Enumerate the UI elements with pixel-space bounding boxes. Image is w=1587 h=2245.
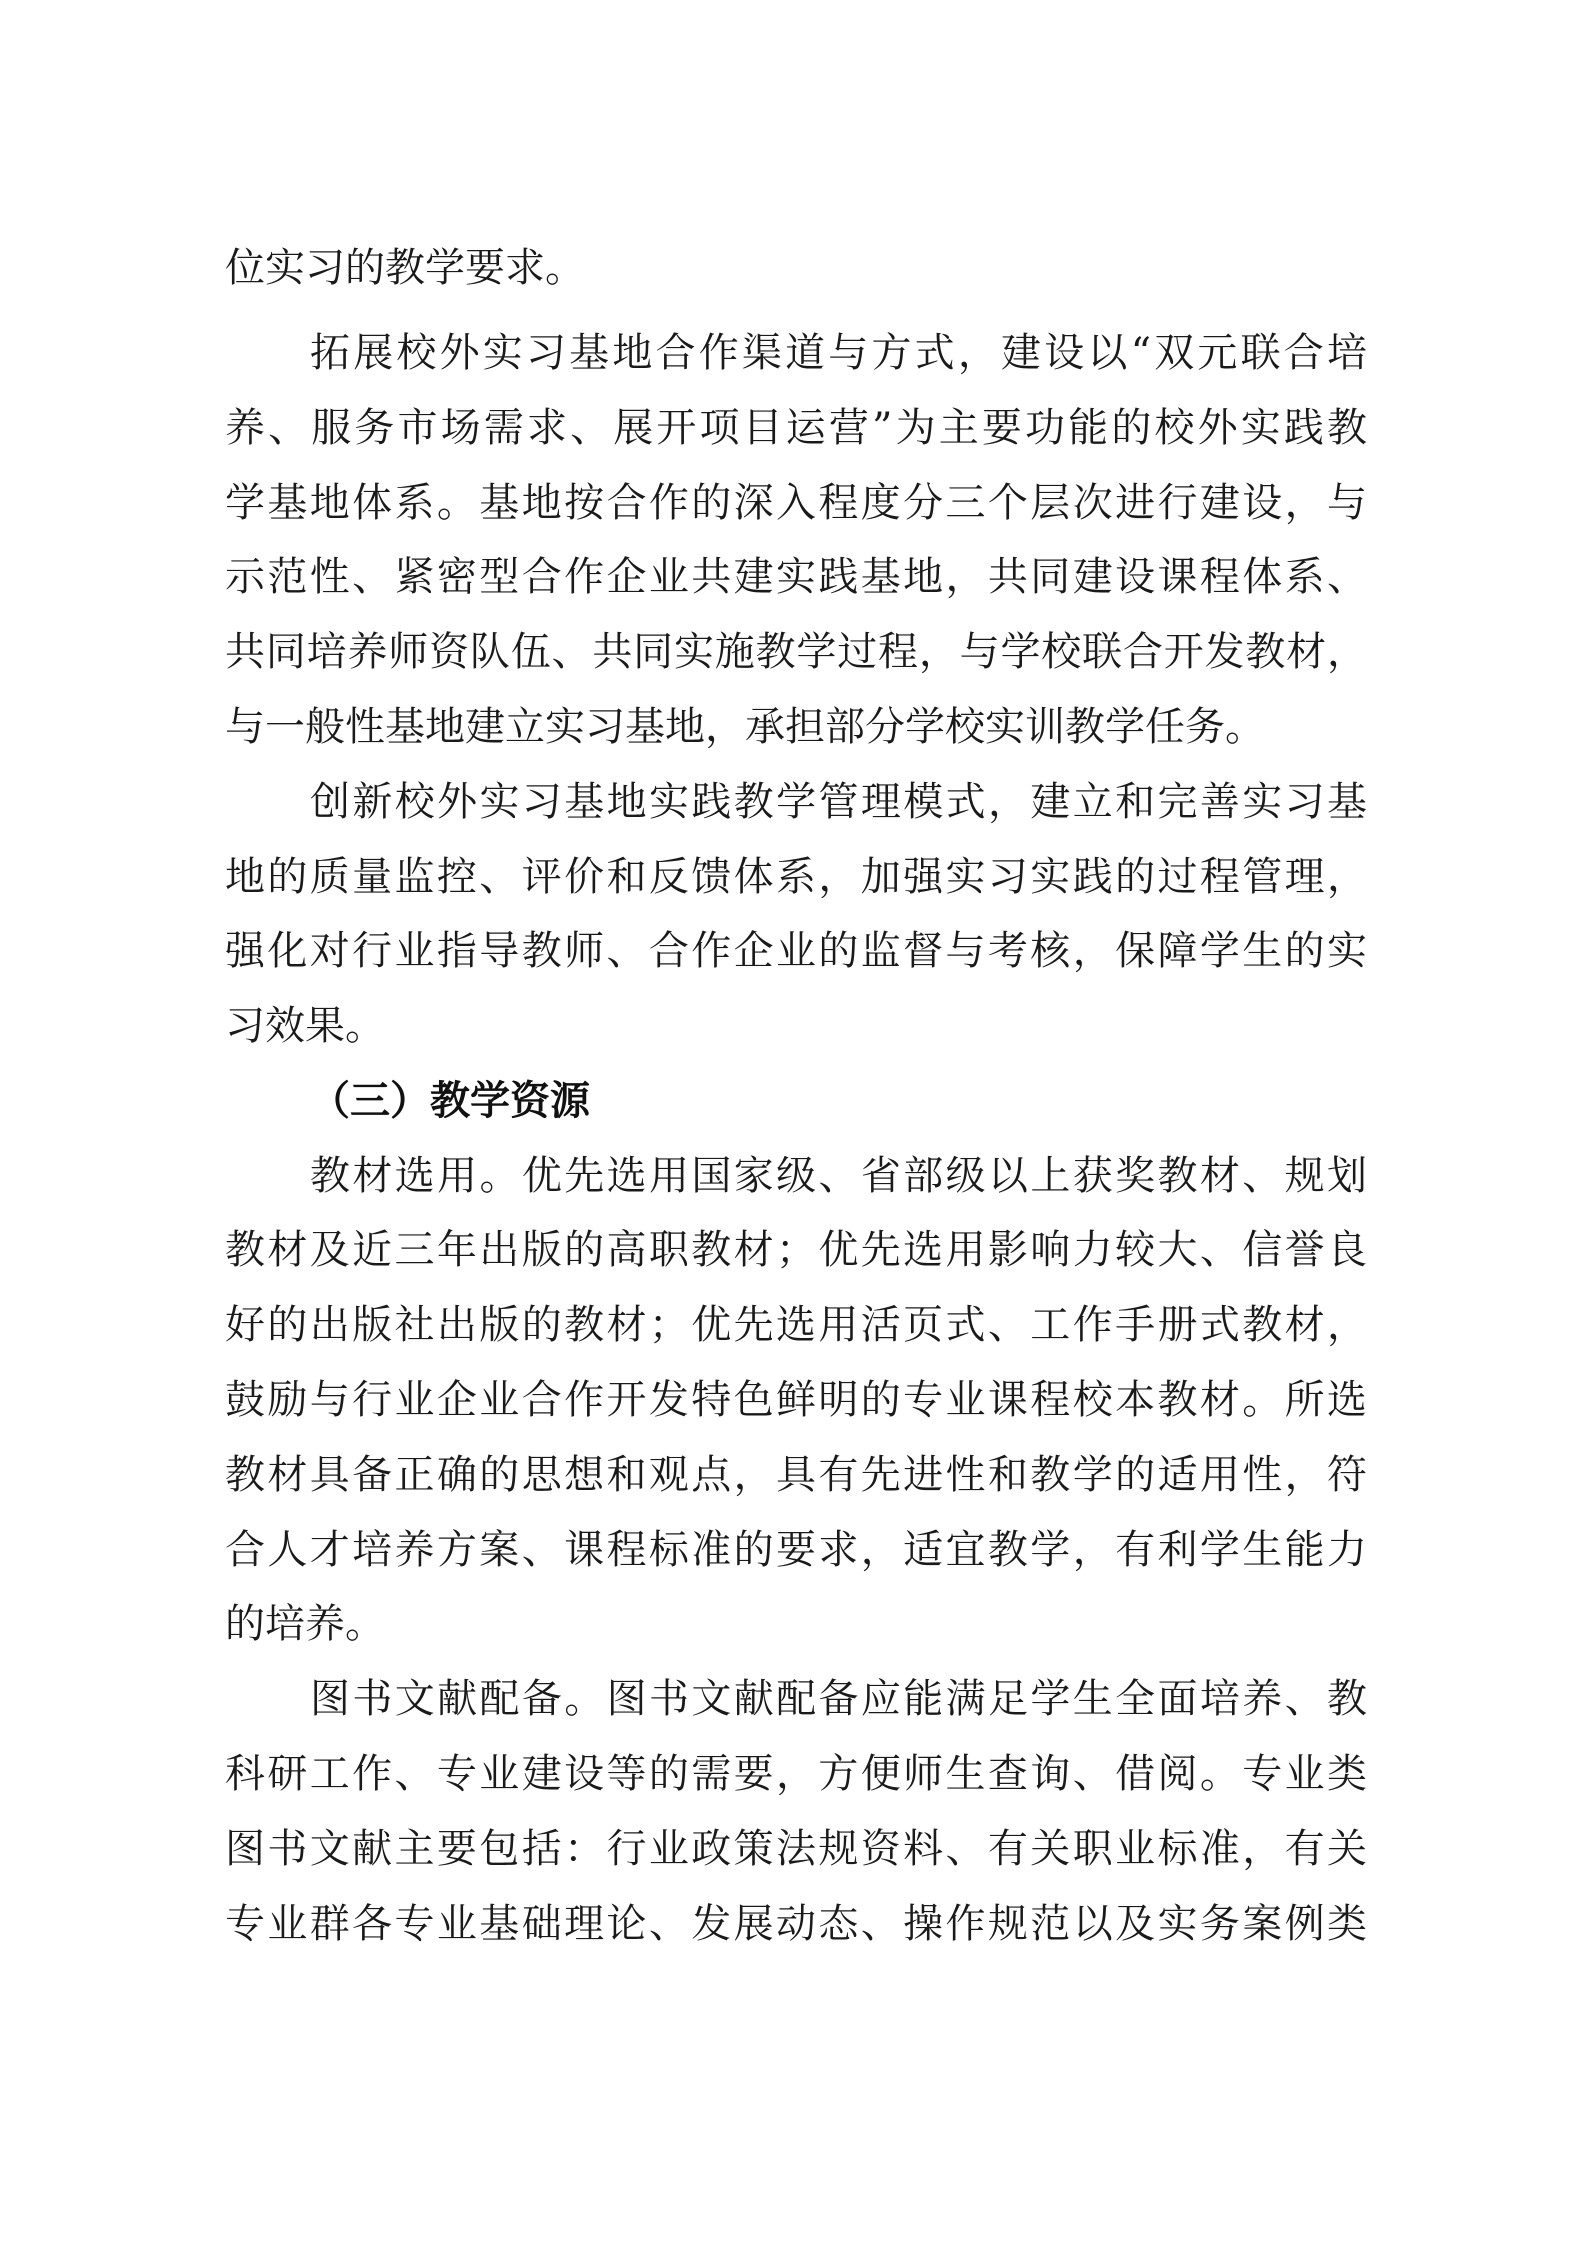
paragraph-line: 学基地体系。基地按合作的深入程度分三个层次进行建设，与 [225, 480, 1367, 526]
paragraph-line: 创新校外实习基地实践教学管理模式，建立和完善实习基 [310, 779, 1367, 825]
paragraph-line: 教材及近三年出版的高职教材；优先选用影响力较大、信誉良 [225, 1227, 1367, 1273]
paragraph-line: 强化对行业指导教师、合作企业的监督与考核，保障学生的实 [225, 928, 1367, 974]
paragraph-line: 拓展校外实习基地合作渠道与方式，建设以“双元联合培 [310, 330, 1367, 376]
paragraph-line: 养、服务市场需求、展开项目运营”为主要功能的校外实践教 [225, 405, 1367, 451]
paragraph-line: 合人才培养方案、课程标准的要求，适宜教学，有利学生能力 [225, 1527, 1367, 1573]
paragraph-line: 教材选用。优先选用国家级、省部级以上获奖教材、规划 [310, 1153, 1367, 1199]
paragraph-line: 的培养。 [225, 1601, 385, 1647]
paragraph-line: 习效果。 [225, 1003, 385, 1049]
paragraph-line: 示范性、紧密型合作企业共建实践基地，共同建设课程体系、 [225, 554, 1367, 600]
section-heading: （三）教学资源 [310, 1078, 590, 1124]
paragraph-line: 与一般性基地建立实习基地，承担部分学校实训教学任务。 [225, 704, 1265, 750]
paragraph-line: 科研工作、专业建设等的需要，方便师生查询、借阅。专业类 [225, 1751, 1367, 1797]
paragraph-line: 图书文献配备。图书文献配备应能满足学生全面培养、教 [310, 1676, 1367, 1722]
paragraph-line: 教材具备正确的思想和观点，具有先进性和教学的适用性，符 [225, 1452, 1367, 1498]
paragraph-line: 好的出版社出版的教材；优先选用活页式、工作手册式教材， [225, 1302, 1367, 1348]
paragraph-line: 共同培养师资队伍、共同实施教学过程，与学校联合开发教材， [225, 629, 1367, 675]
paragraph-line: 地的质量监控、评价和反馈体系，加强实习实践的过程管理， [225, 854, 1367, 900]
paragraph-line: 专业群各专业基础理论、发展动态、操作规范以及实务案例类 [225, 1901, 1367, 1947]
paragraph-line: 图书文献主要包括：行业政策法规资料、有关职业标准，有关 [225, 1826, 1367, 1872]
paragraph-line: 位实习的教学要求。 [225, 245, 585, 291]
paragraph-line: 鼓励与行业企业合作开发特色鲜明的专业课程校本教材。所选 [225, 1377, 1367, 1423]
